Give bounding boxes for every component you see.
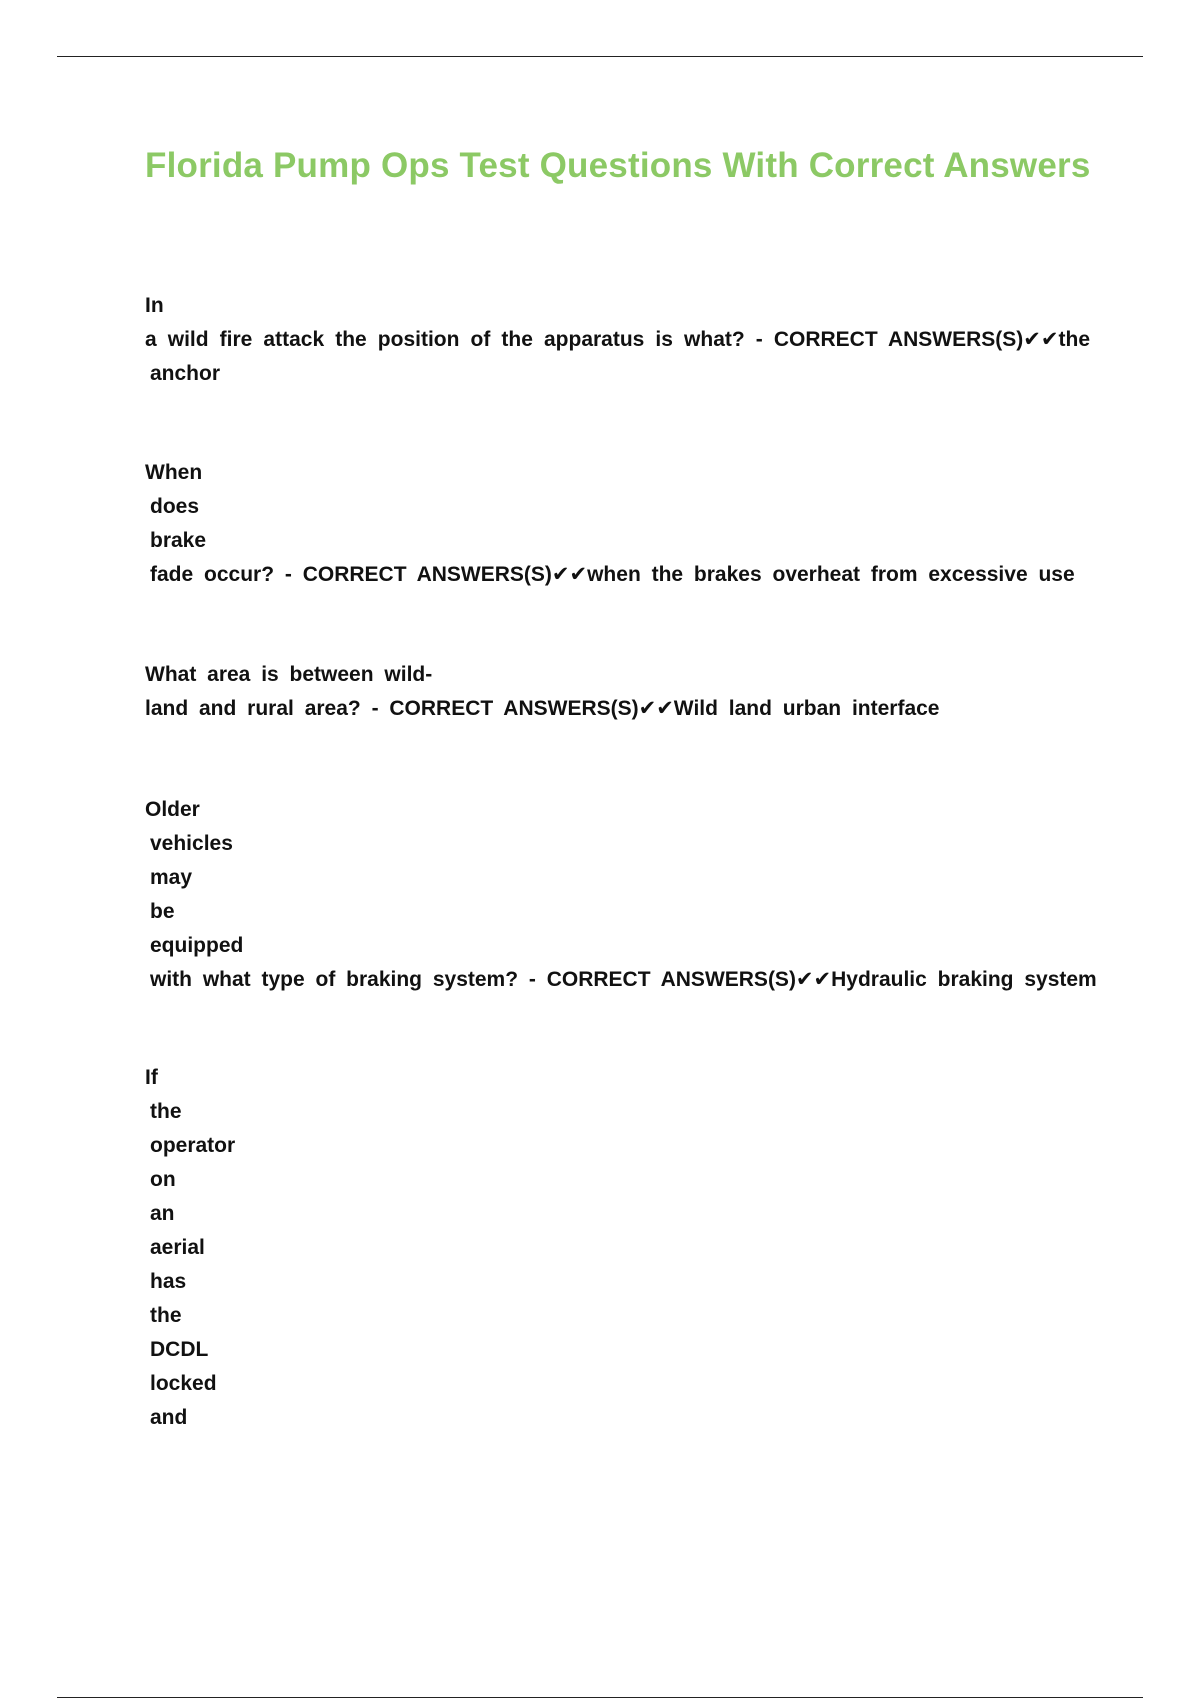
qa-line: What area is between wild- (145, 663, 433, 686)
qa-line: DCDL (150, 1338, 209, 1361)
qa-line: the (150, 1304, 182, 1327)
qa-line: an (150, 1202, 175, 1225)
qa-line: land and rural area? - CORRECT ANSWERS(S)✔✔Wild land urban interface (145, 697, 940, 720)
qa-line: and (150, 1406, 188, 1429)
qa-line: If (145, 1066, 158, 1089)
qa-line: In (145, 294, 164, 317)
qa-line: may (150, 866, 193, 889)
qa-item (145, 1061, 1090, 1435)
qa-line: fade occur? - CORRECT ANSWERS(S)✔✔when the brakes overheat from excessive use (150, 563, 1075, 586)
qa-line: brake (150, 529, 207, 552)
qa-line: does (150, 495, 200, 518)
qa-line: a wild fire attack the position of the apparatus is what? - CORRECT ANSWERS(S)✔✔the (145, 328, 1090, 351)
qa-line: operator (150, 1134, 236, 1157)
qa-line: When (145, 461, 203, 484)
qa-item (145, 456, 1090, 592)
top-rule (57, 56, 1143, 57)
qa-line: locked (150, 1372, 217, 1395)
qa-line: on (150, 1168, 176, 1191)
qa-line: with what type of braking system? - CORRECT ANSWERS(S)✔✔Hydraulic braking system (150, 968, 1097, 991)
bottom-rule (57, 1697, 1143, 1698)
qa-line: aerial (150, 1236, 205, 1259)
qa-item (145, 658, 1090, 726)
qa-line: equipped (150, 934, 244, 957)
qa-line: has (150, 1270, 187, 1293)
qa-line: the (150, 1100, 182, 1123)
document-title: Florida Pump Ops Test Questions With Correct Answers (145, 146, 1091, 185)
qa-line: anchor (150, 362, 221, 385)
qa-line: Older (145, 798, 200, 821)
qa-item (145, 289, 1090, 391)
qa-item (145, 793, 1097, 997)
qa-line: be (150, 900, 175, 923)
qa-line: vehicles (150, 832, 233, 855)
